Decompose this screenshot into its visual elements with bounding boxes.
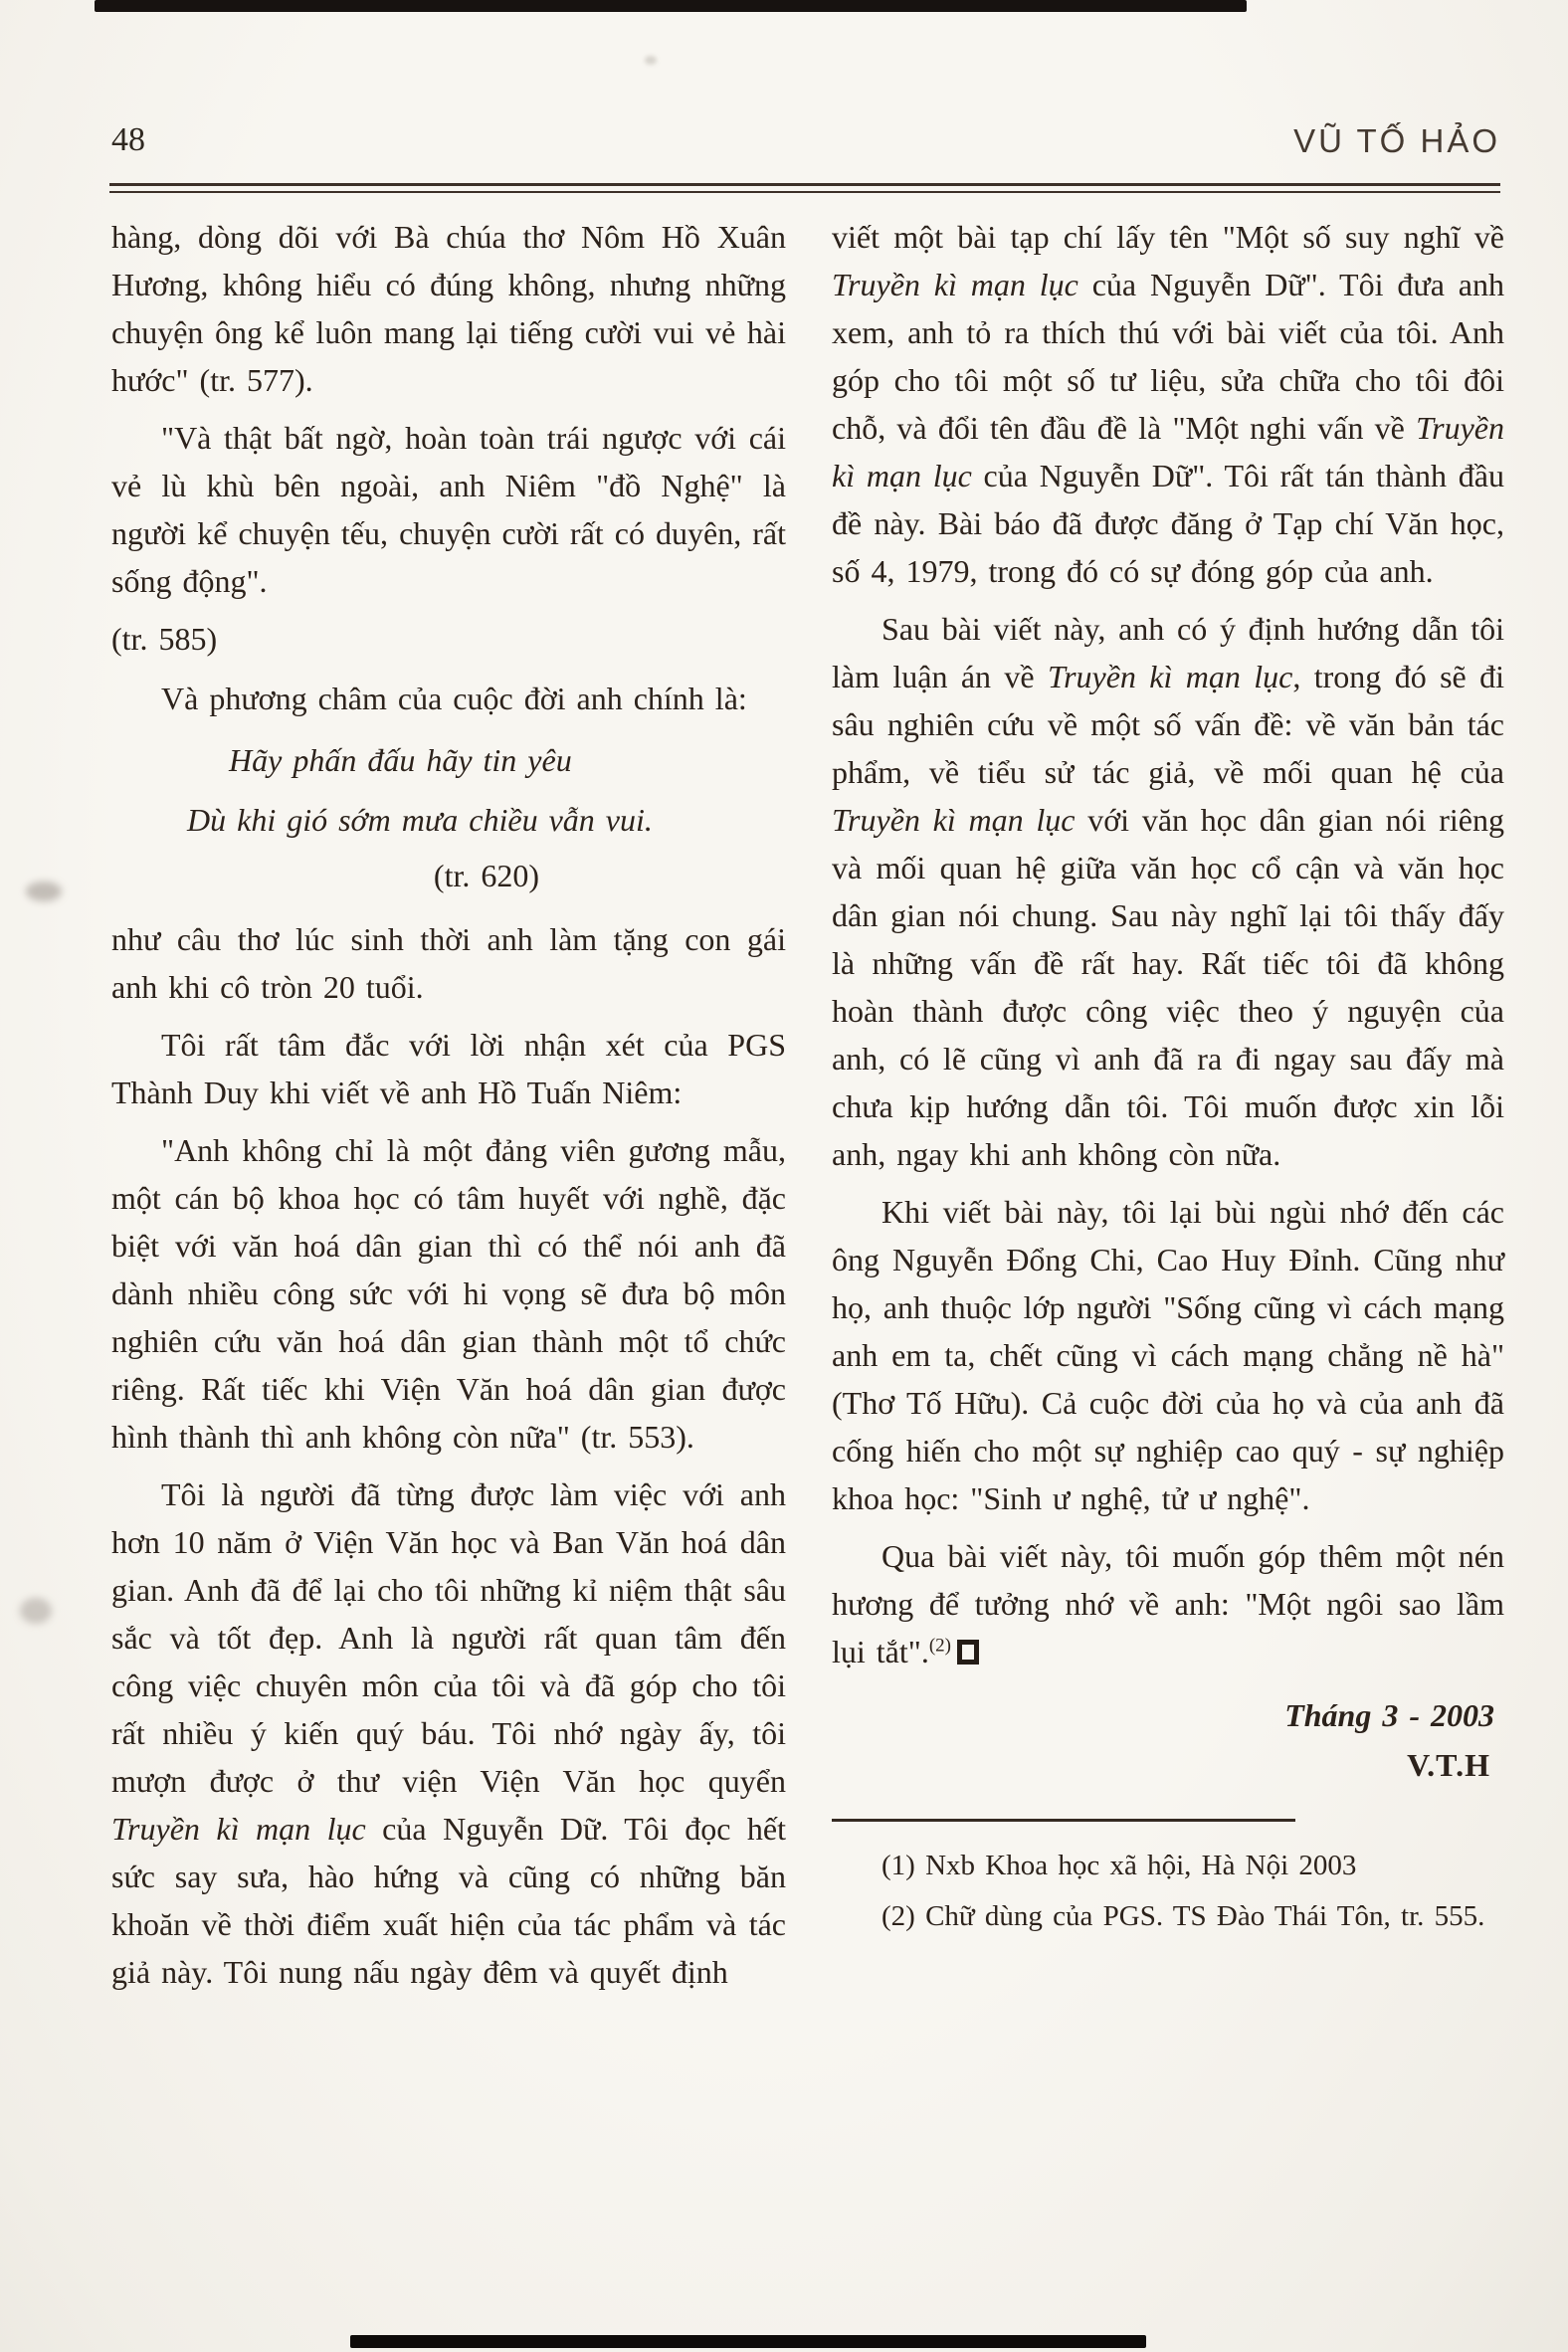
paragraph: viết một bài tạp chí lấy tên "Một số suy nghĩ về Truyền kì mạn lục của Nguyễn Dữ". Tôi đưa anh xem, anh tỏ ra thích thú với bài viết của tôi. Anh góp cho tôi một số tư liệu, sửa chữa cho tôi đôi chỗ, và đổi tên đầu đề là "Một nghi vấn về Truyền kì mạn lục của Nguyễn Dữ". Tôi rất tán thành đầu đề này. Bài báo đã được đăng ở Tạp chí Văn học, số 4, 1979, trong đó có sự đóng góp của anh. [832, 219, 1505, 589]
scan-artifact-top-bar [95, 0, 1247, 12]
header-double-rule [109, 183, 1500, 193]
paragraph: Và phương châm của cuộc đời anh chính là: [161, 681, 747, 716]
paragraph: hàng, dòng dõi với Bà chúa thơ Nôm Hồ Xuân Hương, không hiểu có đúng không, nhưng những chuyện ông kể luôn mang lại tiếng cười vui vẻ hài hước" (tr. 577). [111, 219, 786, 398]
paragraph: Tôi là người đã từng được làm việc với anh hơn 10 năm ở Viện Văn học và Ban Văn hoá dân gian. Anh đã để lại cho tôi những kỉ niệm thật sâu sắc và tốt đẹp. Anh là người rất quan tâm đến công việc chuyên môn của tôi và đã góp cho tôi rất nhiều ý kiến quý báu. Tôi nhớ ngày ấy, tôi mượn được ở thư viện Viện Văn học quyển Truyền kì mạn lục của Nguyễn Dữ. Tôi đọc hết sức say sưa, hào hứng và cũng có những băn khoăn về thời điểm xuất hiện của tác phẩm và tác giả này. Tôi nung nấu ngày đêm và quyết định [111, 1476, 787, 1990]
paragraph: Khi viết bài này, tôi lại bùi ngùi nhớ đến các ông Nguyễn Đổng Chi, Cao Huy Đỉnh. Cũng như họ, anh thuộc lớp người "Sống cũng vì cách mạng anh em ta, chết cũng vì cách mạng chẳng nề hà" (Thơ Tố Hữu). Cả cuộc đời của họ và của anh đã cống hiến cho một sự nghiệp cao quý - sự nghiệp khoa học: "Sinh ư nghệ, tử ư nghệ". [832, 1194, 1504, 1516]
scan-artifact-bottom-bar [350, 2335, 1146, 2348]
scan-artifact-smudge [26, 882, 62, 901]
paragraph: như câu thơ lúc sinh thời anh làm tặng con gái anh khi cô tròn 20 tuổi. [111, 921, 786, 1005]
running-head-author: VŨ TỐ HẢO [1293, 122, 1500, 159]
page-number: 48 [111, 121, 145, 158]
footnote-2: (2) Chữ dùng của PGS. TS Đào Thái Tôn, tr. 555. [882, 1900, 1485, 1932]
right-column [832, 213, 1504, 2006]
footnote-1: (1) Nxb Khoa học xã hội, Hà Nội 2003 [882, 1850, 1357, 1881]
page-header [111, 123, 1500, 157]
verse-line: Dù khi gió sớm mưa chiều vẫn vui. [187, 802, 653, 838]
paragraph: Qua bài viết này, tôi muốn góp thêm một nén hương để tưởng nhớ về anh: "Một ngôi sao lầm lụi tắt".$^{(2)}$ [832, 1538, 1504, 1669]
paragraph: "Anh không chỉ là một đảng viên gương mẫu, một cán bộ khoa học có tâm huyết với nghề, đặc biệt với văn hoá dân gian thì có thể nói anh đã dành nhiều công sức với hi vọng sẽ đưa bộ môn nghiên cứu văn hoá dân gian thành một tổ chức riêng. Rất tiếc khi Viện Văn hoá dân gian được hình thành thì anh không còn nữa" (tr. 553). [111, 1132, 786, 1455]
verse-line: Hãy phấn đấu hãy tin yêu [229, 742, 572, 778]
text-columns [111, 213, 1504, 2006]
author-initials: V.T.H [1407, 1747, 1490, 1783]
paragraph: Tôi rất tâm đắc với lời nhận xét của PGS Thành Duy khi viết về anh Hồ Tuấn Niêm: [111, 1027, 786, 1110]
paragraph: Sau bài viết này, anh có ý định hướng dẫn tôi làm luận án về Truyền kì mạn lục, trong đó sẽ đi sâu nghiên cứu về một số vấn đề: về văn bản tác phẩm, về tiểu sử tác giả, về mối quan hệ của Truyền kì mạn lục với văn học dân gian nói riêng và mối quan hệ giữa văn học cổ cận và văn học dân gian nói chung. Sau này nghĩ lại tôi thấy đấy là những vấn đề rất hay. Rất tiếc tôi đã không hoàn thành được công việc theo ý nguyện của anh, có lẽ cũng vì anh đã ra đi ngay sau đấy mà chưa kịp hướng dẫn tôi. Tôi muốn được xin lỗi anh, ngay khi anh không còn nữa. [832, 611, 1505, 1172]
scan-artifact-smudge [20, 1598, 52, 1624]
page-reference: (tr. 585) [111, 621, 218, 657]
scan-artifact-dot [645, 56, 657, 65]
footnote-divider-rule [832, 1819, 1295, 1822]
paragraph: "Và thật bất ngờ, hoàn toàn trái ngược với cái vẻ lù khù bên ngoài, anh Niêm "đồ Nghệ" là người kể chuyện tếu, chuyện cười rất có duyên, rất sống động". [111, 420, 786, 599]
article-date: Tháng 3 - 2003 [1284, 1697, 1494, 1733]
page-reference: (tr. 620) [433, 858, 539, 893]
left-column [111, 213, 786, 2006]
